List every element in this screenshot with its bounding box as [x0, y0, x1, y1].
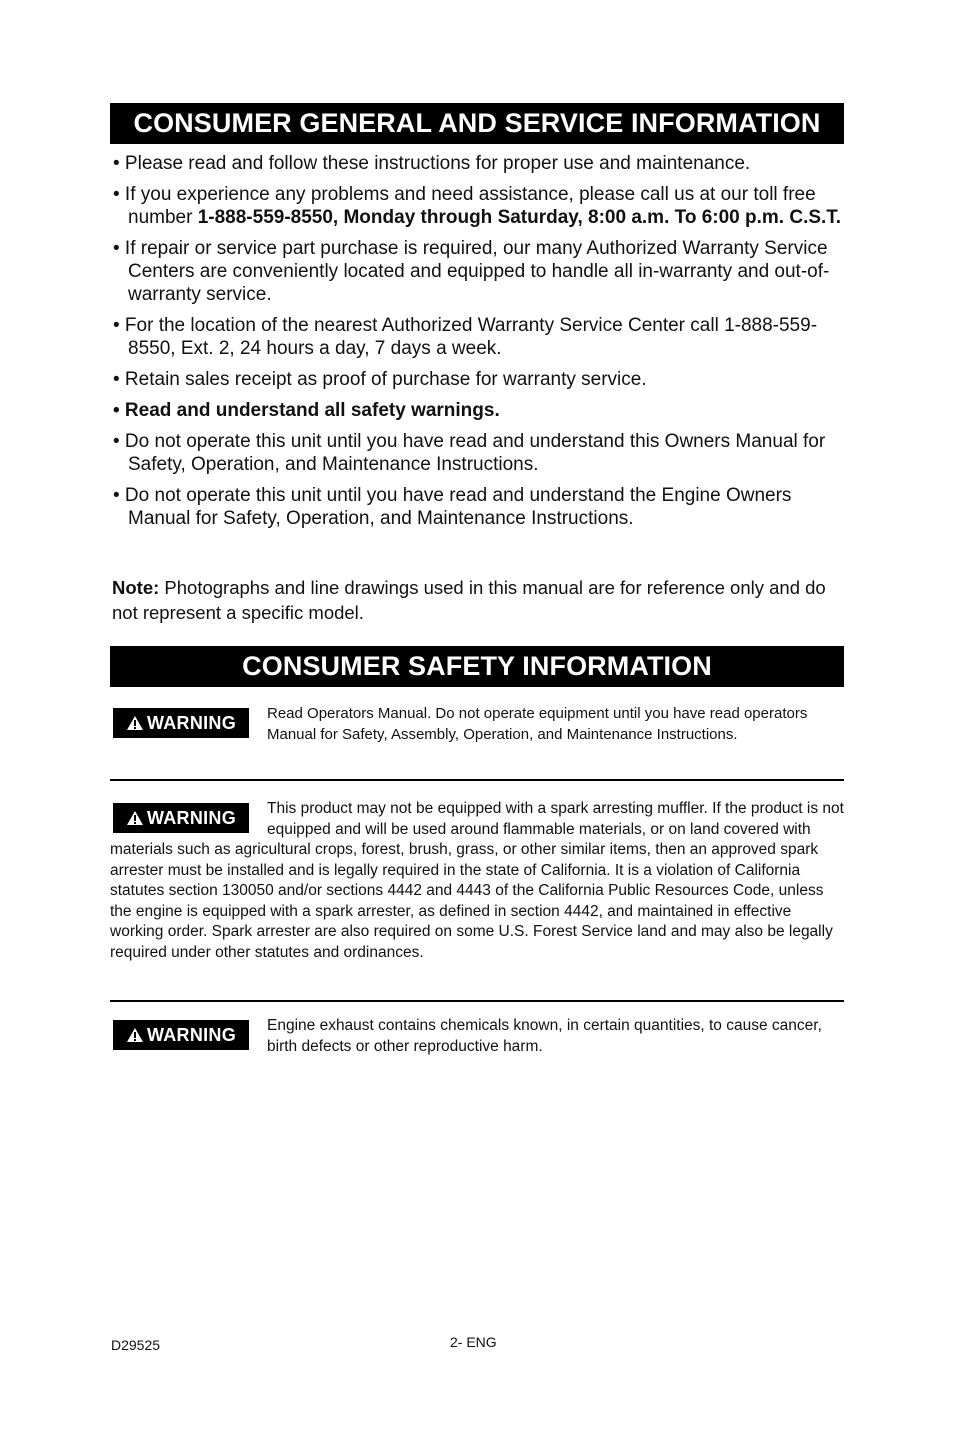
section-title-general-service: CONSUMER GENERAL AND SERVICE INFORMATION — [110, 103, 844, 144]
warning-label: WARNING — [146, 1024, 237, 1045]
warning-badge — [113, 1020, 249, 1050]
warning-badge — [113, 803, 249, 833]
section-title-safety: CONSUMER SAFETY INFORMATION — [110, 646, 844, 687]
list-item-text: • If you experience any problems and need assistance, please call us at our toll free number — [113, 184, 816, 228]
page-number: 2- ENG — [450, 1334, 497, 1350]
note-text: Photographs and line drawings used in this manual are for reference only and do not represent a specific model. — [112, 577, 826, 623]
divider — [110, 1000, 844, 1002]
list-item: • For the location of the nearest Authorized Warranty Service Center call 1-888-559-8550, Ext. 2, 24 hours a day, 7 days a week. — [113, 315, 818, 359]
phone-hours: 1-888-559-8550, Monday through Saturday, 8:00 a.m. To 6:00 p.m. C.S.T. — [197, 207, 842, 228]
list-item: • If repair or service part purchase is required, our many Authorized Warranty Service Centers are conveniently located and equipped to handle all in-warranty and out-of-warranty service. — [113, 238, 830, 305]
list-item: • Please read and follow these instructions for proper use and maintenance. — [113, 153, 751, 174]
warning-triangle-icon — [126, 1027, 144, 1043]
warning-text: Engine exhaust contains chemicals known, in certain quantities, to cause cancer, birth defects or other reproductive harm. — [267, 1017, 822, 1055]
warning-triangle-icon — [126, 810, 144, 826]
list-item: • Retain sales receipt as proof of purchase for warranty service. — [113, 369, 647, 390]
warning-badge — [113, 708, 249, 738]
warning-text: Read Operators Manual. Do not operate equipment until you have read operators Manual for Safety, Assembly, Operation, and Maintenance Instructions. — [267, 705, 808, 743]
list-item: • Do not operate this unit until you have read and understand this Owners Manual for Safety, Operation, and Maintenance Instructions. — [113, 431, 826, 475]
list-item-safety-warnings: • Read and understand all safety warnings. — [113, 400, 500, 421]
warning-triangle-icon — [126, 715, 144, 731]
note-label: Note: — [112, 577, 160, 598]
warning-label: WARNING — [146, 712, 237, 733]
general-info-list — [113, 152, 848, 538]
note-paragraph — [112, 575, 852, 625]
divider — [110, 779, 844, 781]
warning-text: This product may not be equipped with a spark arresting muffler. If the product is not equipped and will be used around flammable materials, or on land covered with materials such as agricultural crops, forest, brush, grass, or other similar items, then an approved spark arrester must be installed and is legally required in the state of California. It is a violation of California statutes section 130050 and/or sections 4442 and 4443 of the California Public Resources Code, unless the engine is equipped with a spark arrester, as defined in section 4442, and maintained in effective working order. Spark arrester are also required on some U.S. Forest Service land and may also be legally required under other statutes and ordinances. — [110, 800, 844, 961]
list-item: • Do not operate this unit until you have read and understand the Engine Owners Manual for Safety, Operation, and Maintenance Instructions. — [113, 485, 792, 529]
warning-block-exhaust — [110, 1016, 846, 1057]
warning-label: WARNING — [146, 807, 237, 828]
document-number: D29525 — [111, 1337, 161, 1353]
warning-block-manual — [110, 704, 846, 745]
warning-block-spark-arrester — [110, 799, 846, 963]
list-item-phone — [113, 183, 848, 229]
